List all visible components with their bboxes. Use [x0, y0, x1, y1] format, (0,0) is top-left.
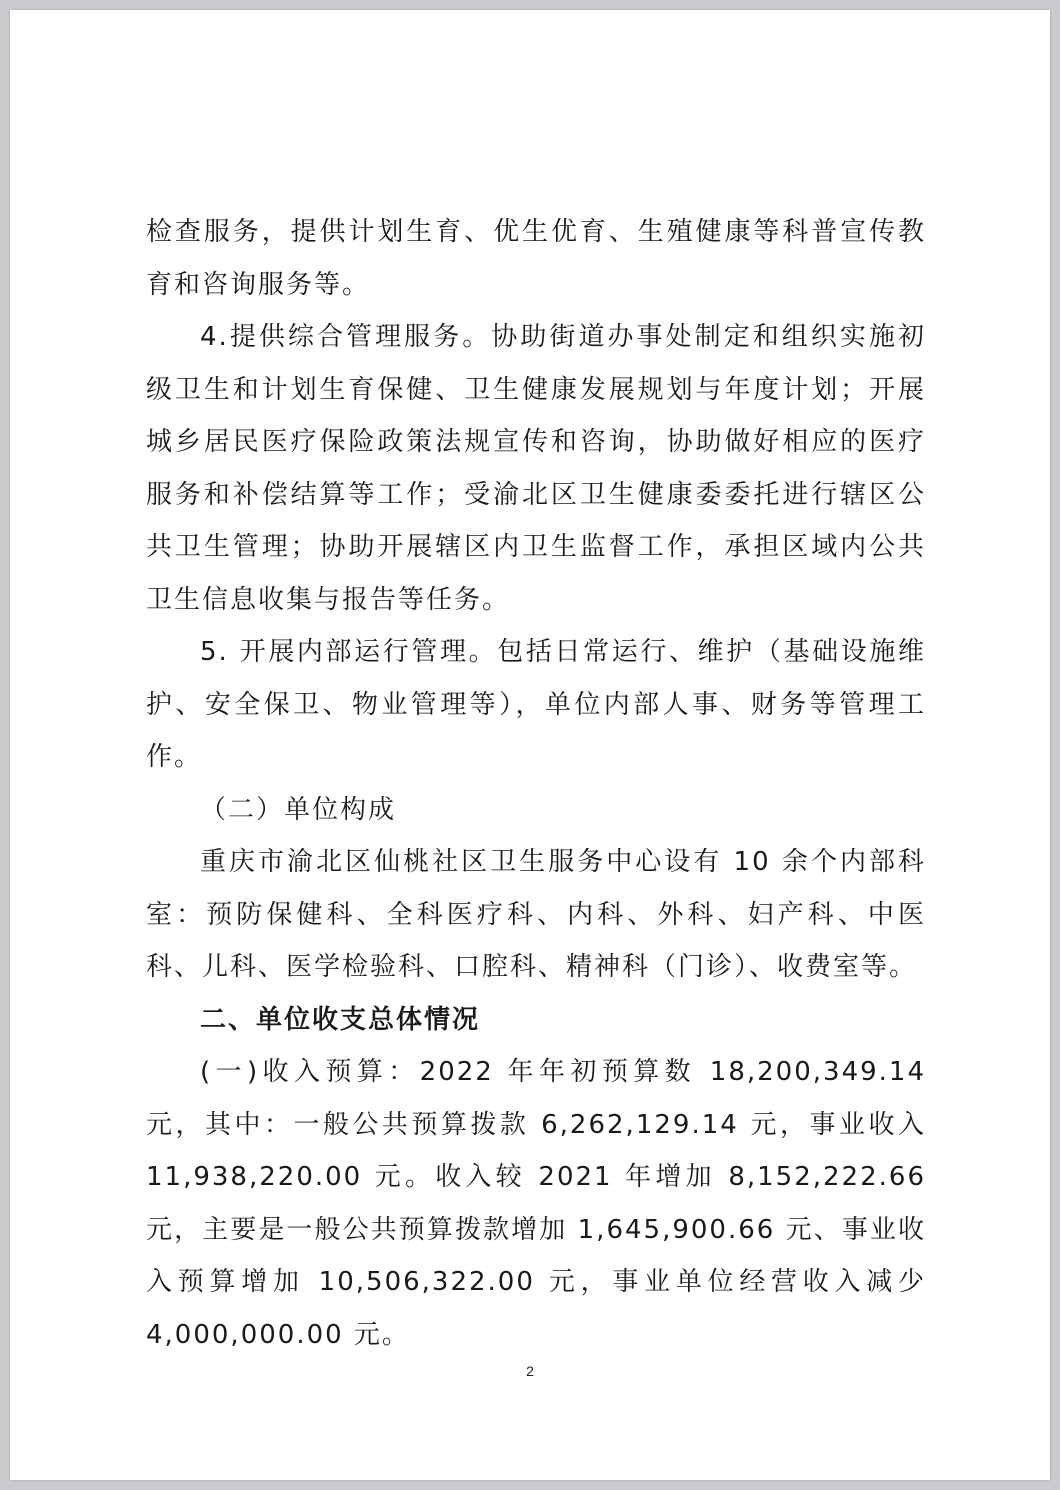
document-page: [10, 10, 1050, 1480]
paragraph-item-4: 4.提供综合管理服务。协助街道办事处制定和组织实施初级卫生和计划生育保健、卫生健康发展规划与年度计划；开展城乡居民医疗保险政策法规宣传和咨询，协助做好相应的医疗服务和补偿结算等工作；受渝北区卫生健康委委托进行辖区公共卫生管理；协助开展辖区内卫生监督工作，承担区域内公共卫生信息收集与报告等任务。: [146, 322, 926, 615]
section-heading-revenue-expenditure: 二、单位收支总体情况: [200, 1004, 481, 1035]
paragraph-item-5: 5. 开展内部运行管理。包括日常运行、维护（基础设施维护、安全保卫、物业管理等），单位内部人事、财务等管理工作。: [146, 637, 926, 772]
paragraph-income-budget: (一)收入预算：2022 年年初预算数 18,200,349.14 元，其中：一般公共预算拨款 6,262,129.14 元，事业收入 11,938,220.00 元。收入较 2021 年增加 8,152,222.66 元，主要是一般公共预算拨款增加 1,645,900.66 元、事业收入预算增加 10,506,322.00 元，事业单位经营收入减少 4,000,000.00 元。: [146, 1057, 926, 1350]
body-text: [146, 206, 926, 1361]
paragraph-continuation: 检查服务，提供计划生育、优生优育、生殖健康等科普宣传教育和咨询服务等。: [146, 217, 926, 300]
section-heading-unit-composition: （二）单位构成: [200, 794, 397, 825]
paragraph-unit-composition: 重庆市渝北区仙桃社区卫生服务中心设有 10 余个内部科室：预防保健科、全科医疗科、内科、外科、妇产科、中医科、儿科、医学检验科、口腔科、精神科（门诊）、收费室等。: [146, 847, 926, 982]
page-number: 2: [526, 1363, 534, 1379]
